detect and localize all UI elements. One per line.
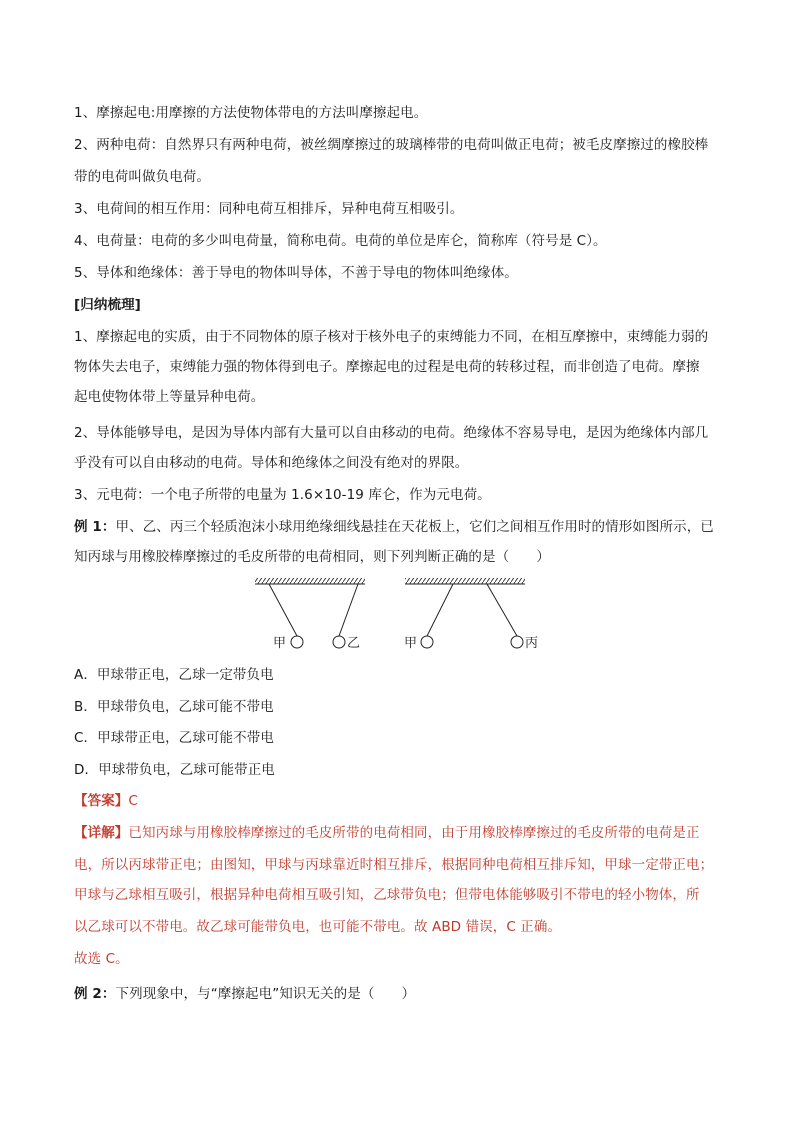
option-d: D．甲球带负电，乙球可能带正电 xyxy=(74,762,275,778)
definition-2-cont: 带的电荷叫做负电荷。 xyxy=(74,169,210,185)
example1-question-cont: 知丙球与用橡胶棒摩擦过的毛皮所带的电荷相同，则下列判断正确的是（ ） xyxy=(74,549,550,565)
answer-line xyxy=(74,792,724,810)
detail-text: 已知丙球与用橡胶棒摩擦过的毛皮所带的电荷相同，由于用橡胶棒摩擦过的毛皮所带的电荷是正 xyxy=(128,825,700,841)
definition-1: 1、摩擦起电:用摩擦的方法使物体带电的方法叫摩擦起电。 xyxy=(74,105,428,121)
thread-jia-right xyxy=(427,584,453,636)
definition-3: 3、电荷间的相互作用：同种电荷互相排斥，异种电荷互相吸引。 xyxy=(74,201,464,217)
definition-5: 5、导体和绝缘体：善于导电的物体叫导体，不善于导电的物体叫绝缘体。 xyxy=(74,265,518,281)
thread-jia-left xyxy=(269,584,297,636)
label-bing: 丙 xyxy=(525,636,539,651)
option-c: C．甲球带正电，乙球可能不带电 xyxy=(74,730,274,746)
answer-value: C xyxy=(128,793,138,809)
example2-label: 例 2： xyxy=(74,986,116,1002)
ball-jia-right xyxy=(421,636,433,648)
example2-question-text: 下列现象中，与“摩擦起电”知识无关的是（ ） xyxy=(115,986,416,1002)
thread-bing xyxy=(487,584,517,636)
label-jia-left: 甲 xyxy=(273,636,287,651)
thread-yi xyxy=(339,584,358,636)
summary-heading: [归纳梳理] xyxy=(74,297,141,313)
detail-line: 故选 C。 xyxy=(74,951,129,967)
label-yi: 乙 xyxy=(347,636,361,651)
summary-line: 起电使物体带上等量异种电荷。 xyxy=(74,389,265,405)
ball-jia-left xyxy=(291,636,303,648)
definition-4: 4、电荷量：电荷的多少叫电荷量，简称电荷。电荷的单位是库仑，简称库（符号是 C）。 xyxy=(74,233,607,249)
summary-line: 物体失去电子，束缚能力强的物体得到电子。摩擦起电的过程是电荷的转移过程，而非创造了电荷。摩擦 xyxy=(74,359,700,375)
pendulum-figure xyxy=(255,576,555,656)
detail-line: 以乙球可以不带电。故乙球可能带负电，也可能不带电。故 ABD 错误，C 正确。 xyxy=(74,919,562,935)
option-b: B．甲球带负电，乙球可能不带电 xyxy=(74,699,274,715)
summary-line: 2、导体能够导电，是因为导体内部有大量可以自由移动的电荷。绝缘体不容易导电，是因为绝缘体内部几 xyxy=(74,425,709,441)
detail-line xyxy=(74,824,724,842)
label-jia-right: 甲 xyxy=(404,636,418,651)
ball-bing xyxy=(511,636,523,648)
summary-line: 3、元电荷：一个电子所带的电量为 1.6×10-19 库仑，作为元电荷。 xyxy=(74,487,491,503)
example1-question-text: 甲、乙、丙三个轻质泡沫小球用绝缘细线悬挂在天花板上，它们之间相互作用时的情形如图所示，已 xyxy=(115,519,714,535)
summary-line: 乎没有可以自由移动的电荷。导体和绝缘体之间没有绝对的界限。 xyxy=(74,455,469,471)
detail-tag: 【详解】 xyxy=(74,825,129,841)
detail-line: 甲球与乙球相互吸引，根据异种电荷相互吸引知，乙球带负电；但带电体能够吸引不带电的轻小物体，所 xyxy=(74,887,700,903)
example1-question xyxy=(74,518,724,536)
option-a: A．甲球带正电，乙球一定带负电 xyxy=(74,667,274,683)
example2-question xyxy=(74,985,724,1003)
answer-tag: 【答案】 xyxy=(74,793,129,809)
ceiling-right xyxy=(405,578,525,584)
example1-label: 例 1： xyxy=(74,519,116,535)
ball-yi xyxy=(333,636,345,648)
detail-line: 电，所以丙球带正电；由图知，甲球与丙球靠近时相互排斥，根据同种电荷相互排斥知，甲球一定带正电； xyxy=(74,857,714,873)
definition-2: 2、两种电荷：自然界只有两种电荷，被丝绸摩擦过的玻璃棒带的电荷叫做正电荷；被毛皮摩擦过的橡胶棒 xyxy=(74,137,709,153)
ceiling-left xyxy=(255,578,365,584)
summary-line: 1、摩擦起电的实质，由于不同物体的原子核对于核外电子的束缚能力不同，在相互摩擦中，束缚能力弱的 xyxy=(74,329,709,345)
